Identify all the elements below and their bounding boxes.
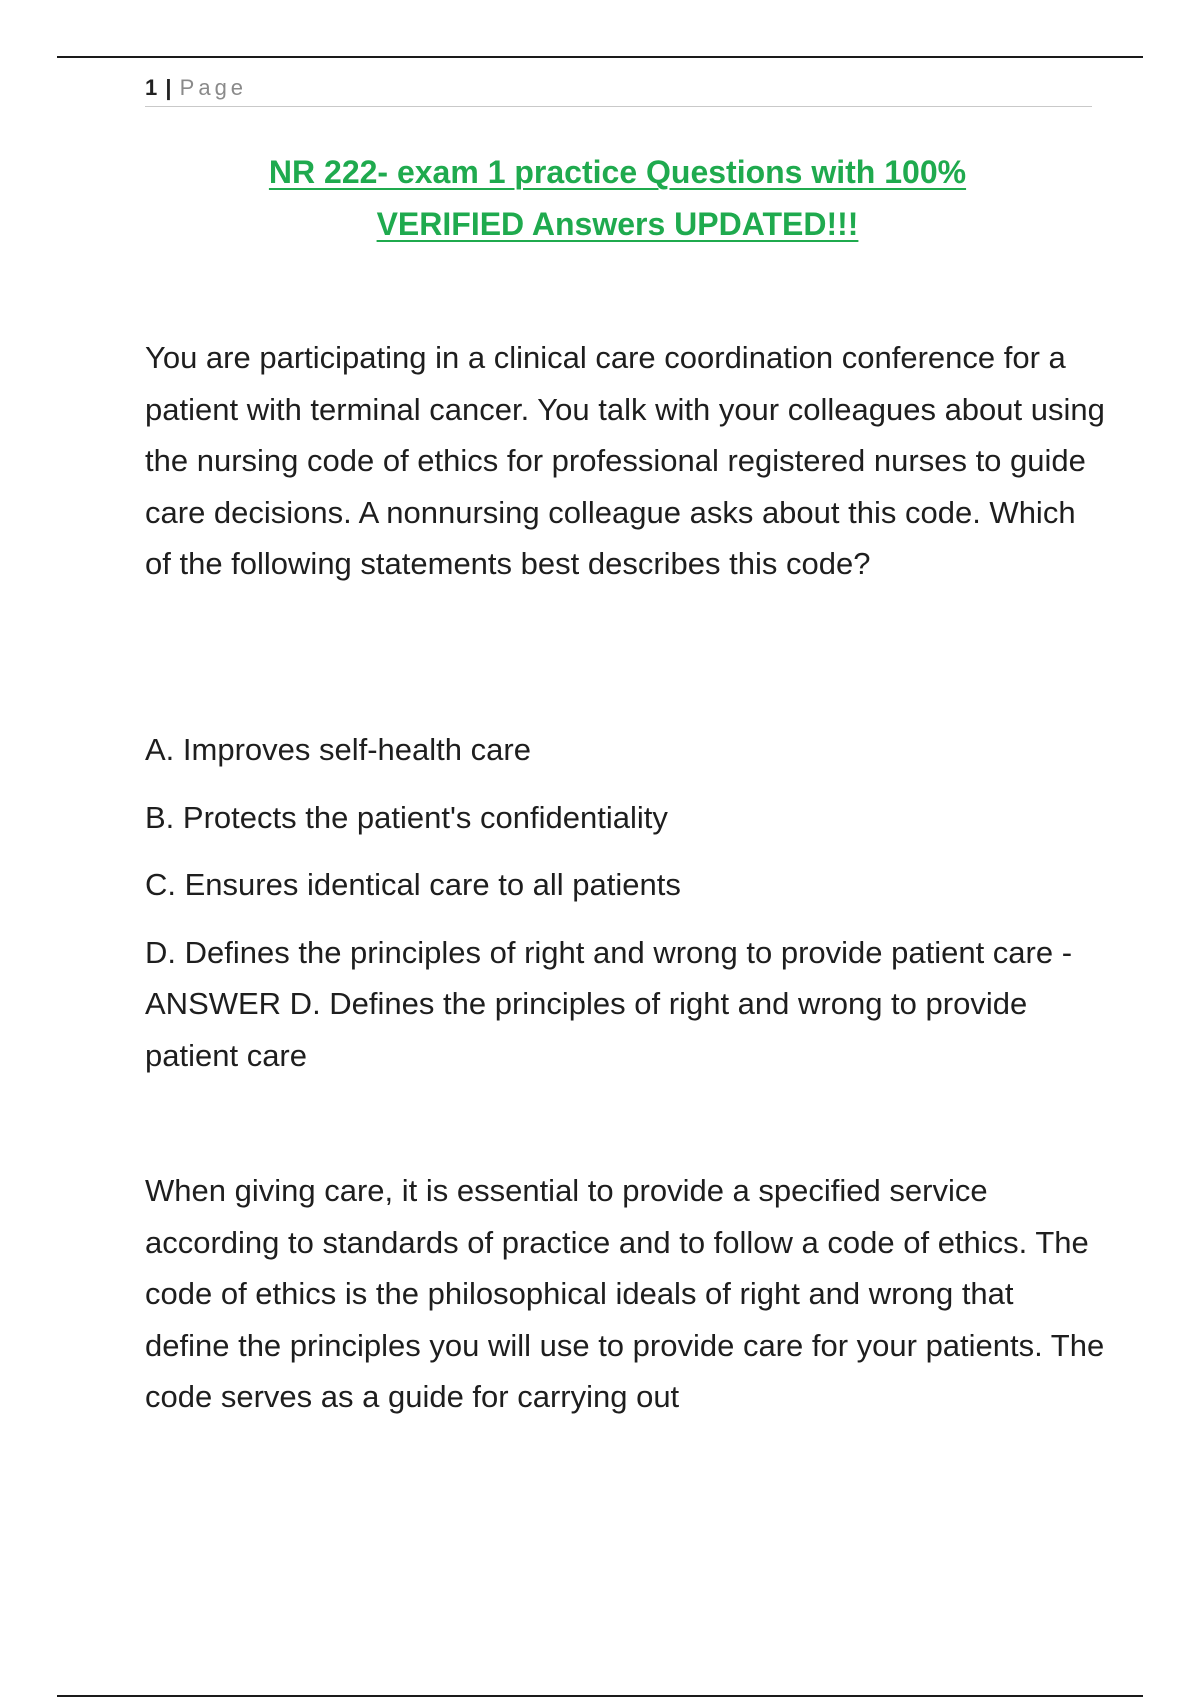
top-rule (57, 56, 1143, 58)
option-a: A. Improves self-health care (145, 732, 531, 767)
page-header (145, 74, 1092, 107)
option-c: C. Ensures identical care to all patients (145, 867, 681, 902)
bottom-rule (57, 1695, 1143, 1697)
question-text: You are participating in a clinical care coordination conference for a patient with terminal cancer. You talk with your colleagues about using the nursing code of ethics for professional registered nurses to guide care decisions. A nonnursing colleague asks about this code. Which of the following statements best describes this code? (145, 340, 1105, 581)
option-b: B. Protects the patient's confidentiality (145, 799, 668, 835)
answer-options (145, 724, 1105, 1097)
page-label: Page (179, 75, 248, 100)
title-line-1: NR 222- exam 1 practice Questions with 100% (268, 154, 967, 190)
option-d: D. Defines the principles of right and wrong to provide patient care - ANSWER D. Defines the principles of right and wrong to provide patient care (145, 934, 1073, 1073)
page-separator: | (165, 75, 172, 100)
explanation-text: When giving care, it is essential to provide a specified service according to standards of practice and to follow a code of ethics. The code of ethics is the philosophical ideals of right and wrong that define the principles you will use to provide care for your patients. The code serves as a guide for carrying out (145, 1173, 1105, 1414)
page-number: 1 (145, 75, 158, 100)
document-title (140, 146, 1095, 250)
title-line-2: VERIFIED Answers UPDATED!!! (376, 206, 859, 242)
